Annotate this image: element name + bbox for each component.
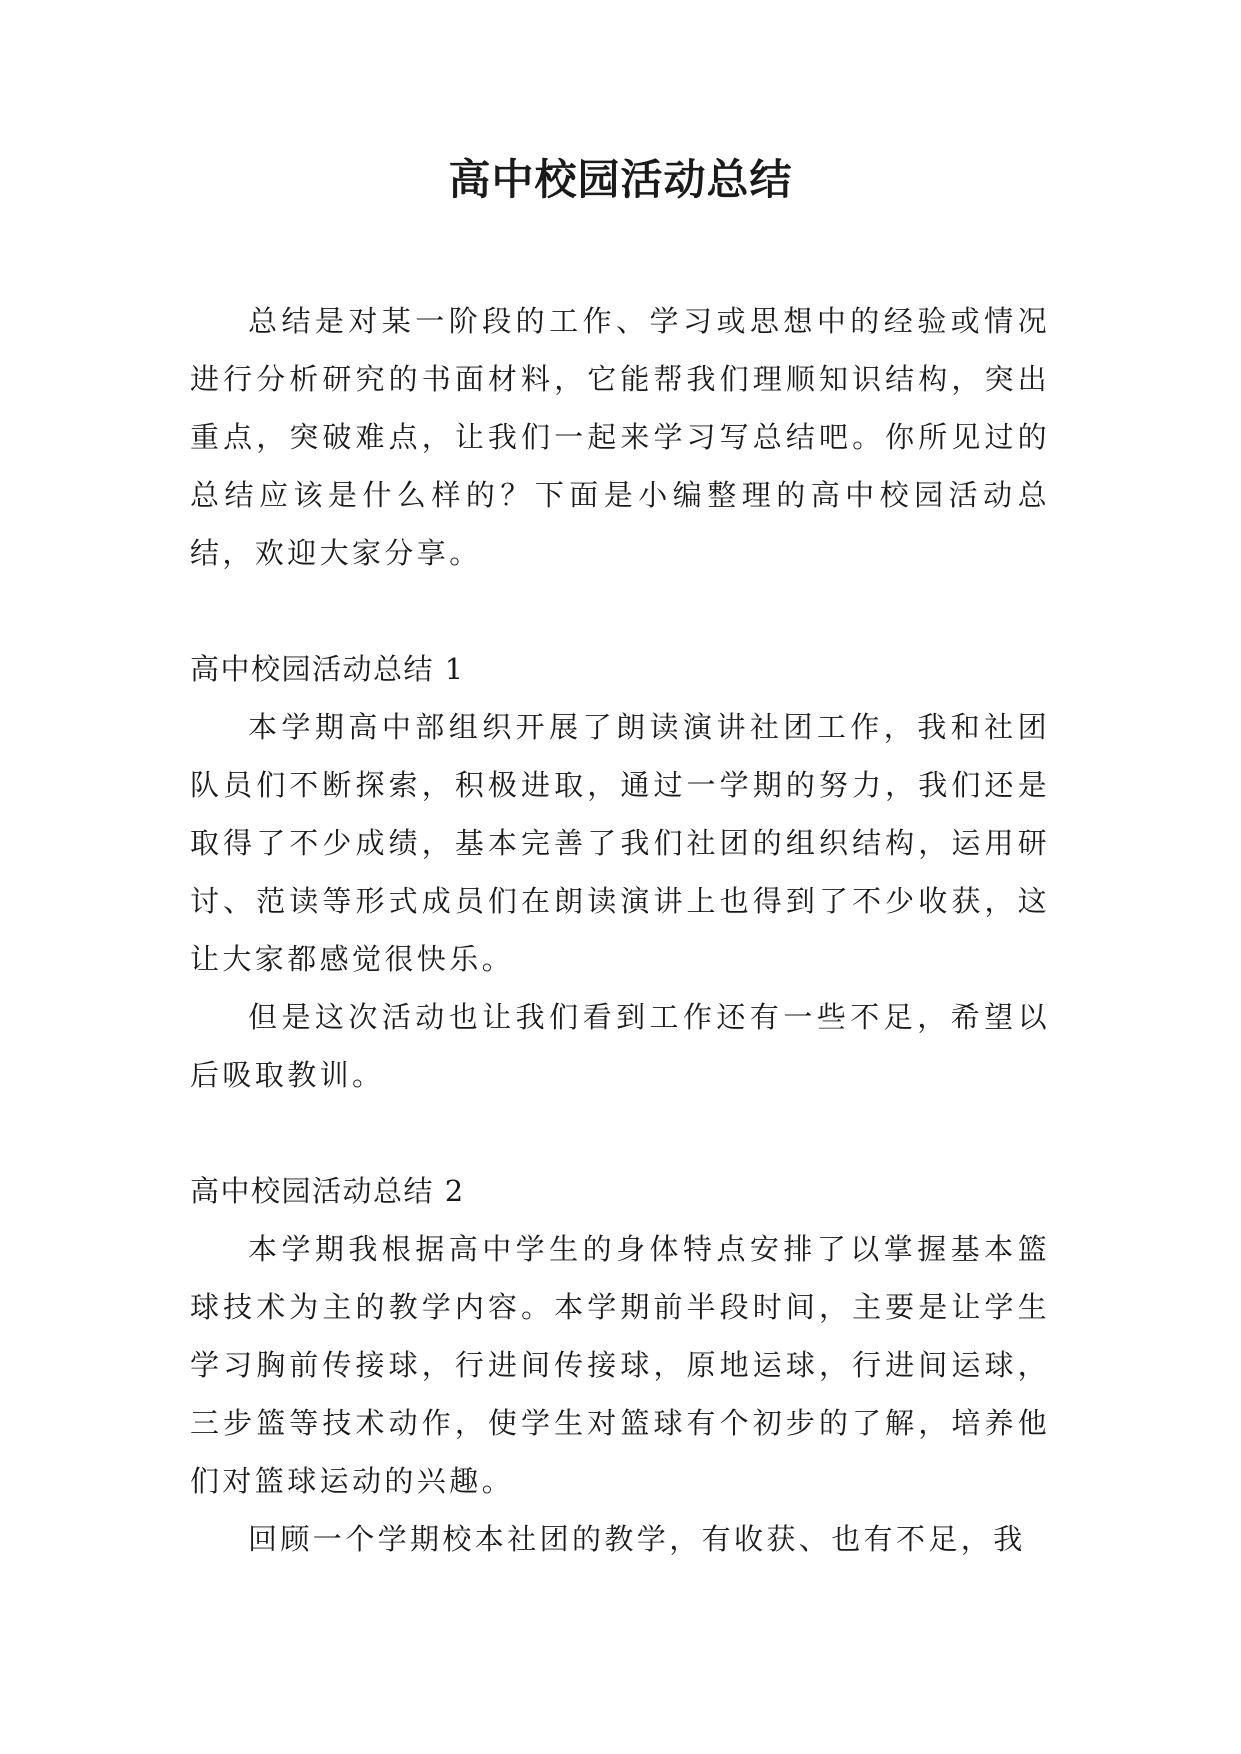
- section-2-paragraph-1: 本学期我根据高中学生的身体特点安排了以掌握基本篮球技术为主的教学内容。本学期前半段时间，主要是让学生学习胸前传接球，行进间传接球，原地运球，行进间运球，三步篮等技术动作，使学生对篮球有个初步的了解，培养他们对篮球运动的兴趣。: [190, 1232, 1050, 1498]
- section-spacer: [190, 1104, 1050, 1162]
- section-heading-2: 高中校园活动总结 2: [190, 1174, 465, 1208]
- document-title: 高中校园活动总结: [448, 155, 793, 204]
- intro-paragraph: 总结是对某一阶段的工作、学习或思想中的经验或情况进行分析研究的书面材料，它能帮我们理顺知识结构，突出重点，突破难点，让我们一起来学习写总结吧。你所见过的总结应该是什么样的？下面是小编整理的高中校园活动总结，欢迎大家分享。: [190, 304, 1050, 570]
- section-1-paragraph-1: 本学期高中部组织开展了朗读演讲社团工作，我和社团队员们不断探索，积极进取，通过一学期的努力，我们还是取得了不少成绩，基本完善了我们社团的组织结构，运用研讨、范读等形式成员们在朗读演讲上也得到了不少收获，这让大家都感觉很快乐。: [190, 710, 1050, 976]
- section-1-paragraph-2: 但是这次活动也让我们看到工作还有一些不足，希望以后吸取教训。: [190, 1000, 1050, 1092]
- section-2-paragraph-2: 回顾一个学期校本社团的教学，有收获、也有不足，我: [248, 1522, 1026, 1556]
- document-body: [190, 292, 1050, 1568]
- section-heading-1: 高中校园活动总结 1: [190, 652, 465, 686]
- section-spacer: [190, 582, 1050, 640]
